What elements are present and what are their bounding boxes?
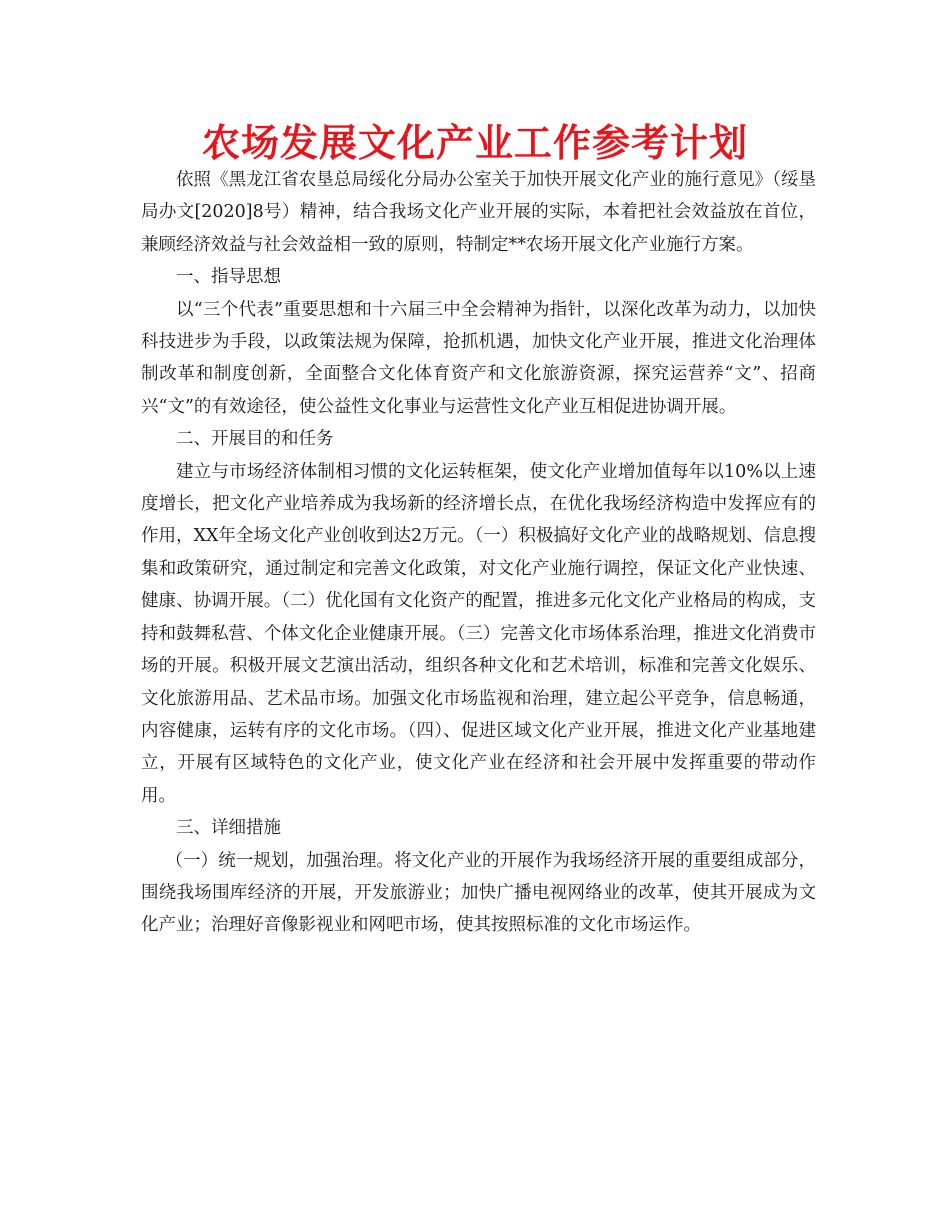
section-heading-goals-tasks: 二、开展目的和任务	[176, 429, 334, 450]
section-body-detailed-measures: （一）统一规划，加强治理。将文化产业的开展作为我场经济开展的重要组成部分，围绕我场围库经济的开展，开发旅游业；加快广播电视网络业的改革，使其开展成为文化产业；治理好音像影视业和网吧市场，使其按照标准的文化市场运作。	[141, 850, 816, 936]
document-body	[141, 164, 816, 942]
document-title: 农场发展文化产业工作参考计划	[201, 121, 748, 165]
intro-paragraph: 依照《黑龙江省农垦总局绥化分局办公室关于加快开展文化产业的施行意见》（绥垦局办文[2020]8号）精神，结合我场文化产业开展的实际，本着把社会效益放在首位，兼顾经济效益与社会效益相一致的原则，特制定**农场开展文化产业施行方案。	[141, 170, 816, 255]
section-heading-detailed-measures: 三、详细措施	[176, 818, 281, 839]
section-body-goals-tasks: 建立与市场经济体制相习惯的文化运转框架，使文化产业增加值每年以10%以上速度增长，把文化产业培养成为我场新的经济增长点，在优化我场经济构造中发挥应有的作用，XX年全场文化产业创收到达2万元。（一）积极搞好文化产业的战略规划、信息搜集和政策研究，通过制定和完善文化政策，对文化产业施行调控，保证文化产业快速、健康、协调开展。（二）优化国有文化资产的配置，推进多元化文化产业格局的构成，支持和鼓舞私营、个体文化企业健康开展。（三）完善文化市场体系治理，推进文化消费市场的开展。积极开展文艺演出活动，组织各种文化和艺术培训，标准和完善文化娱乐、文化旅游用品、艺术品市场。加强文化市场监视和治理，建立起公平竞争，信息畅通，内容健康，运转有序的文化市场。（四）、促进区域文化产业开展，推进文化产业基地建立，开展有区域特色的文化产业，使文化产业在经济和社会开展中发挥重要的带动作用。	[141, 461, 816, 806]
section-body-guiding-ideology: 以“三个代表”重要思想和十六届三中全会精神为指针，以深化改革为动力，以加快科技进步为手段，以政策法规为保障，抢抓机遇，加快文化产业开展，推进文化治理体制改革和制度创新，全面整合文化体育资产和文化旅游资源，探究运营养“文”、招商兴“文”的有效途径，使公益性文化事业与运营性文化产业互相促进协调开展。	[141, 299, 816, 417]
section-heading-guiding-ideology: 一、指导思想	[176, 267, 281, 288]
